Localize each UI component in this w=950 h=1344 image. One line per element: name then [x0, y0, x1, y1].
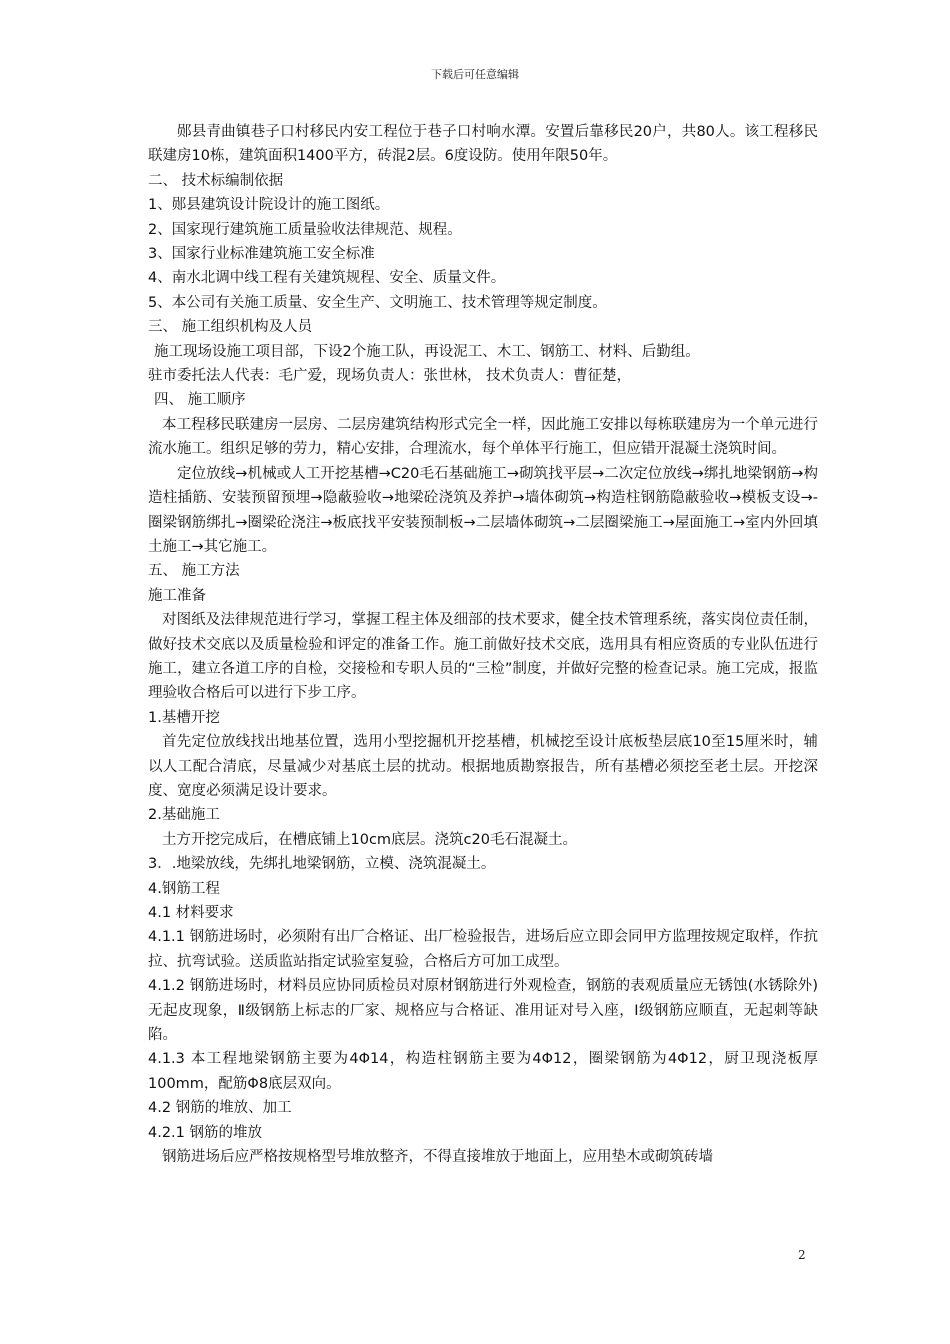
paragraph: 四、 施工顺序	[154, 392, 246, 409]
paragraph: 3、国家行业标准建筑施工安全标准	[148, 246, 375, 263]
paragraph: 施工准备	[148, 587, 206, 604]
paragraph: 1、郧县建筑设计院设计的施工图纸。	[148, 197, 390, 214]
paragraph: 4.钢筋工程	[148, 880, 220, 897]
paragraph: 首先定位放线找出地基位置，选用小型挖掘机开挖基槽，机械挖至设计底板垫层底10至15厘米时，辅以人工配合清底，尽量减少对基底土层的扰动。根据地质勘察报告，所有基槽必须挖至老土层。开挖深度、宽度必须满足设计要求。	[148, 734, 818, 799]
paragraph: 对图纸及法律规范进行学习，掌握工程主体及细部的技术要求，健全技术管理系统，落实岗位责任制，做好技术交底以及质量检验和评定的准备工作。施工前做好技术交底，选用具有相应资质的专业队伍进行施工，建立各道工序的自检，交接检和专职人员的“三检”制度，并做好完整的检查记录。施工完成，报监理验收合格后可以进行下步工序。	[148, 612, 818, 702]
paragraph: 2、国家现行建筑施工质量验收法律规范、规程。	[148, 221, 462, 238]
paragraph: 5、本公司有关施工质量、安全生产、文明施工、技术管理等规定制度。	[148, 294, 607, 311]
paragraph: 2.基础施工	[148, 807, 220, 824]
paragraph: 钢筋进场后应严格按规格型号堆放整齐，不得直接堆放于地面上，应用垫木或砌筑砖墙	[162, 1149, 713, 1166]
paragraph: 定位放线→机械或人工开挖基槽→C20毛石基础施工→砌筑找平层→二次定位放线→绑扎地梁钢筋→构造柱插筋、安装预留预埋→隐蔽验收→地梁砼浇筑及养护→墙体砌筑→构造柱钢筋隐蔽验收→模板支设→-圈梁钢筋绑扎→圈梁砼浇注→板底找平安装预制板→二层墙体砌筑→二层圈梁施工→屋面施工→室内外回填土施工→其它施工。	[148, 465, 818, 555]
paragraph: 施工现场设施工项目部，下设2个施工队，再设泥工、木工、钢筋工、材料、后勤组。	[154, 343, 700, 360]
paragraph: 4.2.1 钢筋的堆放	[148, 1124, 263, 1141]
paragraph: 五、 施工方法	[148, 563, 240, 580]
paragraph: 4、南水北调中线工程有关建筑规程、安全、质量文件。	[148, 270, 506, 287]
paragraph: 4.1.3 本工程地梁钢筋主要为4Φ14，构造柱钢筋主要为4Φ12，圈梁钢筋为4Φ12，厨卫现浇板厚100mm，配筋Φ8底层双向。	[148, 1051, 818, 1092]
paragraph: 驻市委托法人代表：毛广爱，现场负责人：张世林， 技术负责人：曹征楚，	[148, 368, 632, 385]
paragraph: 1.基槽开挖	[148, 709, 220, 726]
paragraph: 本工程移民联建房一层房、二层房建筑结构形式完全一样，因此施工安排以每栋联建房为一个单元进行流水施工。组织足够的劳力，精心安排，合理流水，每个单体平行施工，但应错开混凝土浇筑时间。	[148, 416, 818, 458]
document-body	[148, 120, 818, 1169]
paragraph: 4.1.1 钢筋进场时，必须附有出厂合格证、出厂检验报告，进场后应立即会同甲方监理按规定取样，作抗拉、抗弯试验。送质监站指定试验室复验，合格后方可加工成型。	[148, 929, 818, 970]
paragraph: 郧县青曲镇巷子口村移民内安工程位于巷子口村响水潭。安置后靠移民20户，共80人。该工程移民联建房10栋，建筑面积1400平方，砖混2层。6度设防。使用年限50年。	[148, 124, 818, 165]
paragraph: 4.1 材料要求	[148, 905, 234, 921]
paragraph: 二、 技术标编制依据	[148, 172, 284, 189]
page-header: 下载后可任意编辑	[431, 68, 519, 81]
paragraph: 3．.地梁放线，先绑扎地梁钢筋，立模、浇筑混凝土。	[148, 856, 496, 873]
paragraph: 土方开挖完成后，在槽底铺上10cm底层。浇筑c20毛石混凝土。	[162, 831, 577, 848]
page-number: 2	[798, 1248, 806, 1262]
paragraph: 4.2 钢筋的堆放、加工	[148, 1100, 292, 1117]
paragraph: 三、 施工组织机构及人员	[148, 319, 313, 336]
paragraph: 4.1.2 钢筋进场时，材料员应协同质检员对原材钢筋进行外观检查，钢筋的表观质量应无锈蚀(水锈除外)无起皮现象，Ⅱ级钢筋上标志的厂家、规格应与合格证、准用证对号入座，Ⅰ级钢筋应顺直，无起刺等缺陷。	[148, 978, 818, 1044]
